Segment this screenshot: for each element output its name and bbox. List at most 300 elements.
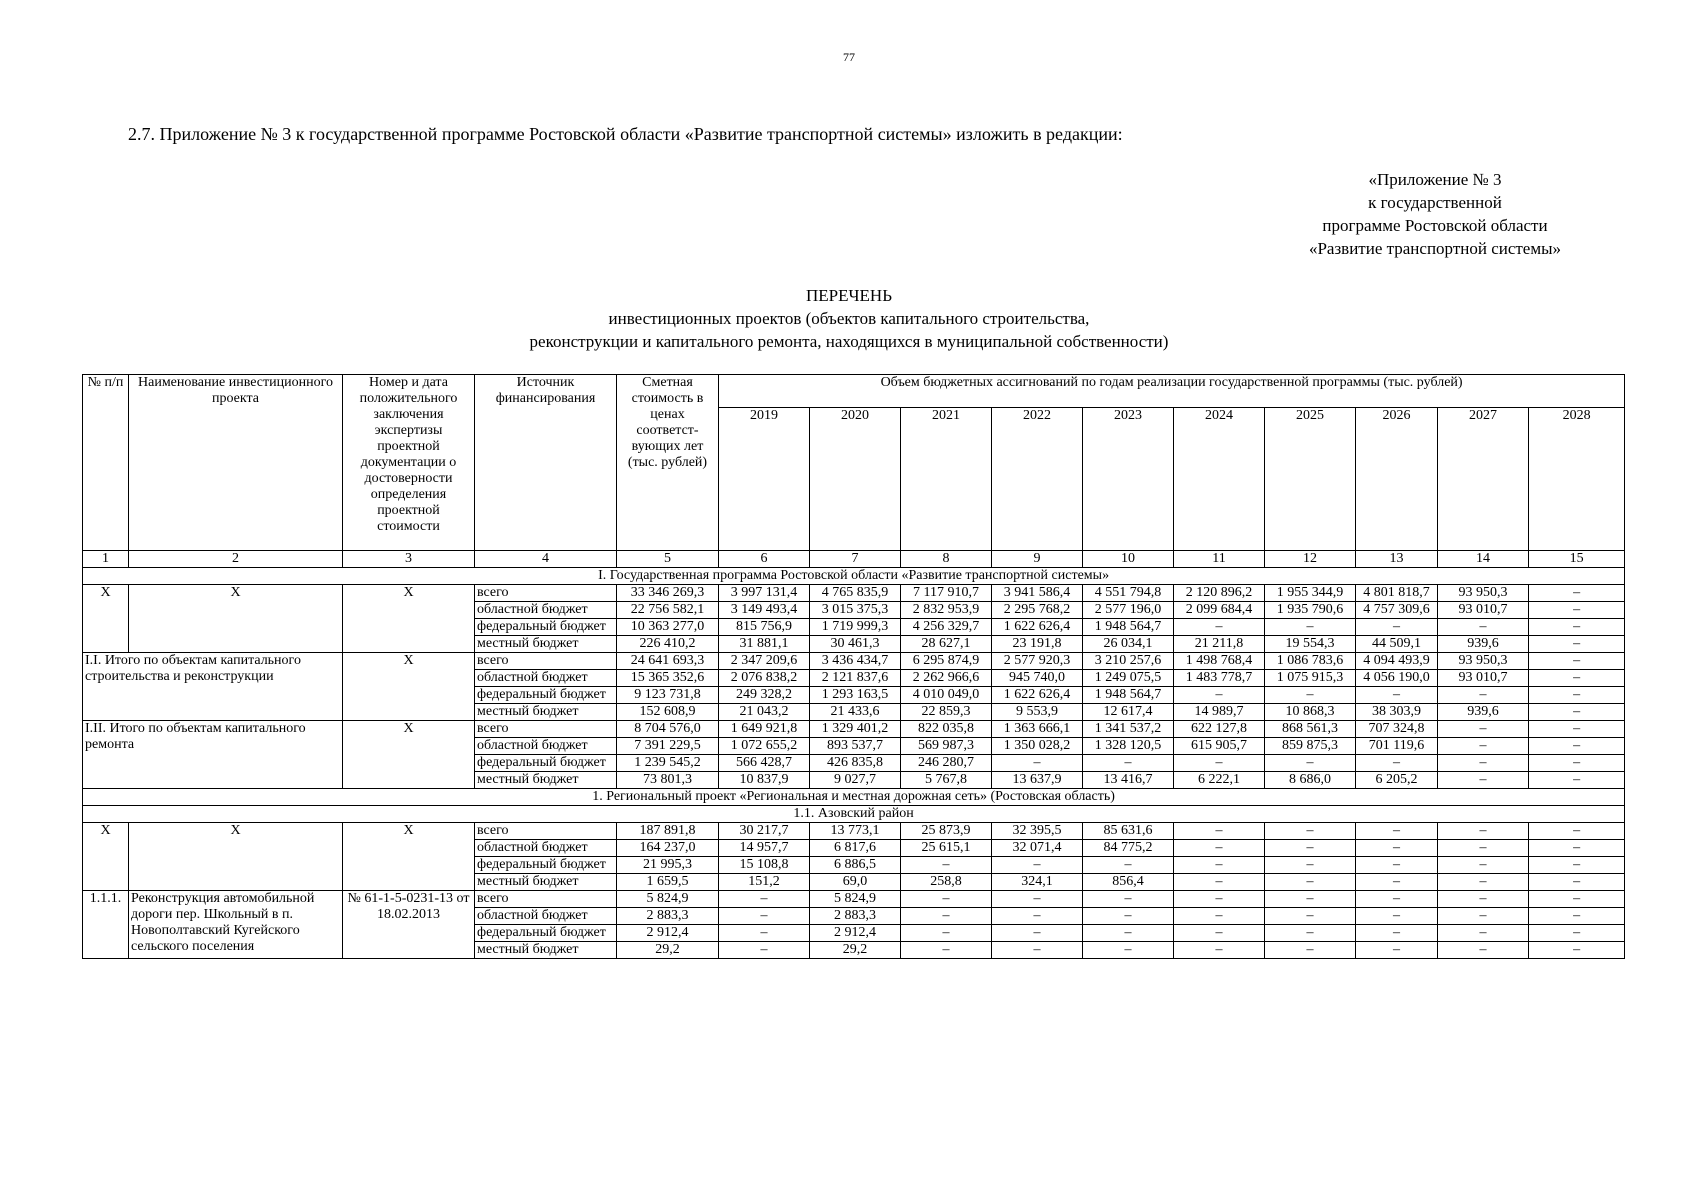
value-cell: – xyxy=(1438,772,1529,789)
value-cell: – xyxy=(1265,908,1356,925)
value-cell: 8 704 576,0 xyxy=(617,721,719,738)
header-year: 2027 xyxy=(1438,408,1529,551)
col-number: 4 xyxy=(475,551,617,568)
value-cell: – xyxy=(1174,908,1265,925)
funding-source: местный бюджет xyxy=(475,772,617,789)
value-cell: 13 773,1 xyxy=(810,823,901,840)
value-cell: 26 034,1 xyxy=(1083,636,1174,653)
funding-source: всего xyxy=(475,653,617,670)
value-cell: – xyxy=(1174,857,1265,874)
value-cell: – xyxy=(1529,942,1625,959)
value-cell: 187 891,8 xyxy=(617,823,719,840)
value-cell: – xyxy=(1083,891,1174,908)
value-cell: 69,0 xyxy=(810,874,901,891)
value-cell: 2 121 837,6 xyxy=(810,670,901,687)
value-cell: 246 280,7 xyxy=(901,755,992,772)
funding-source: федеральный бюджет xyxy=(475,619,617,636)
value-cell: 7 117 910,7 xyxy=(901,585,992,602)
row-number: Х xyxy=(83,585,129,653)
value-cell: 1 948 564,7 xyxy=(1083,619,1174,636)
header-year: 2022 xyxy=(992,408,1083,551)
value-cell: 15 365 352,6 xyxy=(617,670,719,687)
value-cell: 868 561,3 xyxy=(1265,721,1356,738)
col-number: 7 xyxy=(810,551,901,568)
value-cell: 945 740,0 xyxy=(992,670,1083,687)
value-cell: 9 553,9 xyxy=(992,704,1083,721)
title-line: реконструкции и капитального ремонта, находящихся в муниципальной собственности) xyxy=(529,332,1169,351)
row-number: Х xyxy=(83,823,129,891)
value-cell: – xyxy=(992,755,1083,772)
funding-source: местный бюджет xyxy=(475,874,617,891)
project-name: Реконструкция автомобильной дороги пер. Школьный в п. Новополтавский Кугейского сельского поселения xyxy=(129,891,343,959)
value-cell: – xyxy=(901,891,992,908)
funding-source: местный бюджет xyxy=(475,942,617,959)
value-cell: – xyxy=(1265,840,1356,857)
value-cell: 324,1 xyxy=(992,874,1083,891)
table-row xyxy=(83,823,1625,840)
value-cell: – xyxy=(992,891,1083,908)
col-number: 9 xyxy=(992,551,1083,568)
value-cell: – xyxy=(1356,840,1438,857)
value-cell: 1 329 401,2 xyxy=(810,721,901,738)
value-cell: – xyxy=(901,942,992,959)
value-cell: 29,2 xyxy=(810,942,901,959)
value-cell: 622 127,8 xyxy=(1174,721,1265,738)
value-cell: 939,6 xyxy=(1438,704,1529,721)
value-cell: 258,8 xyxy=(901,874,992,891)
value-cell: 93 950,3 xyxy=(1438,585,1529,602)
value-cell: – xyxy=(1438,874,1529,891)
value-cell: 1 622 626,4 xyxy=(992,619,1083,636)
header-volume: Объем бюджетных ассигнований по годам реализации государственной программы (тыс. рублей) xyxy=(719,375,1625,408)
value-cell: 22 756 582,1 xyxy=(617,602,719,619)
value-cell: 1 955 344,9 xyxy=(1265,585,1356,602)
value-cell: – xyxy=(1174,891,1265,908)
value-cell: – xyxy=(1174,925,1265,942)
value-cell: 21 043,2 xyxy=(719,704,810,721)
value-cell: – xyxy=(1529,636,1625,653)
value-cell: 14 957,7 xyxy=(719,840,810,857)
value-cell: – xyxy=(1529,721,1625,738)
value-cell: 22 859,3 xyxy=(901,704,992,721)
value-cell: – xyxy=(1438,721,1529,738)
value-cell: 2 577 920,3 xyxy=(992,653,1083,670)
expertise-info: Х xyxy=(343,585,475,653)
value-cell: 31 881,1 xyxy=(719,636,810,653)
value-cell: 25 615,1 xyxy=(901,840,992,857)
funding-source: областной бюджет xyxy=(475,670,617,687)
expertise-info: Х xyxy=(343,721,475,789)
project-name: Х xyxy=(129,585,343,653)
value-cell: 2 577 196,0 xyxy=(1083,602,1174,619)
value-cell: 566 428,7 xyxy=(719,755,810,772)
value-cell: 6 205,2 xyxy=(1356,772,1438,789)
value-cell: – xyxy=(1083,857,1174,874)
value-cell: 1 498 768,4 xyxy=(1174,653,1265,670)
value-cell: 3 210 257,6 xyxy=(1083,653,1174,670)
value-cell: 21 433,6 xyxy=(810,704,901,721)
value-cell: 1 328 120,5 xyxy=(1083,738,1174,755)
value-cell: 2 883,3 xyxy=(617,908,719,925)
value-cell: 1 659,5 xyxy=(617,874,719,891)
value-cell: 32 071,4 xyxy=(992,840,1083,857)
value-cell: – xyxy=(1529,619,1625,636)
value-cell: – xyxy=(1529,653,1625,670)
header-year: 2026 xyxy=(1356,408,1438,551)
value-cell: 23 191,8 xyxy=(992,636,1083,653)
col-number: 5 xyxy=(617,551,719,568)
value-cell: 2 099 684,4 xyxy=(1174,602,1265,619)
value-cell: 15 108,8 xyxy=(719,857,810,874)
appendix-line: программе Ростовской области xyxy=(1322,216,1548,235)
value-cell: 4 056 190,0 xyxy=(1356,670,1438,687)
value-cell: 85 631,6 xyxy=(1083,823,1174,840)
value-cell: 707 324,8 xyxy=(1356,721,1438,738)
value-cell: 9 027,7 xyxy=(810,772,901,789)
value-cell: 1 075 915,3 xyxy=(1265,670,1356,687)
value-cell: 13 637,9 xyxy=(992,772,1083,789)
table-row xyxy=(83,585,1625,602)
value-cell: 30 461,3 xyxy=(810,636,901,653)
value-cell: – xyxy=(1083,908,1174,925)
value-cell: 10 363 277,0 xyxy=(617,619,719,636)
value-cell: – xyxy=(1265,857,1356,874)
value-cell: – xyxy=(1529,738,1625,755)
value-cell: – xyxy=(1529,687,1625,704)
col-number: 8 xyxy=(901,551,992,568)
value-cell: 2 076 838,2 xyxy=(719,670,810,687)
value-cell: – xyxy=(992,908,1083,925)
value-cell: 28 627,1 xyxy=(901,636,992,653)
value-cell: – xyxy=(1265,619,1356,636)
value-cell: – xyxy=(1356,891,1438,908)
value-cell: 3 997 131,4 xyxy=(719,585,810,602)
value-cell: 1 086 783,6 xyxy=(1265,653,1356,670)
value-cell: – xyxy=(1083,942,1174,959)
value-cell: 9 123 731,8 xyxy=(617,687,719,704)
value-cell: – xyxy=(1438,823,1529,840)
value-cell: 3 015 375,3 xyxy=(810,602,901,619)
appendix-line: «Приложение № 3 xyxy=(1368,170,1502,189)
value-cell: – xyxy=(1174,687,1265,704)
col-number: 10 xyxy=(1083,551,1174,568)
value-cell: 164 237,0 xyxy=(617,840,719,857)
value-cell: – xyxy=(1174,942,1265,959)
value-cell: 6 817,6 xyxy=(810,840,901,857)
value-cell: – xyxy=(1174,823,1265,840)
value-cell: 426 835,8 xyxy=(810,755,901,772)
value-cell: – xyxy=(1529,891,1625,908)
value-cell: 8 686,0 xyxy=(1265,772,1356,789)
value-cell: – xyxy=(1529,670,1625,687)
section-row xyxy=(83,806,1625,823)
value-cell: 939,6 xyxy=(1438,636,1529,653)
table-row xyxy=(83,721,1625,738)
value-cell: – xyxy=(1083,925,1174,942)
value-cell: – xyxy=(1265,925,1356,942)
value-cell: 4 010 049,0 xyxy=(901,687,992,704)
value-cell: – xyxy=(1356,874,1438,891)
value-cell: 19 554,3 xyxy=(1265,636,1356,653)
value-cell: – xyxy=(1529,874,1625,891)
value-cell: 151,2 xyxy=(719,874,810,891)
value-cell: – xyxy=(1356,908,1438,925)
value-cell: – xyxy=(1265,942,1356,959)
value-cell: – xyxy=(1529,704,1625,721)
header-num: № п/п xyxy=(83,375,129,551)
value-cell: – xyxy=(1356,857,1438,874)
value-cell: – xyxy=(719,908,810,925)
col-number: 1 xyxy=(83,551,129,568)
value-cell: – xyxy=(1438,687,1529,704)
value-cell: 5 824,9 xyxy=(810,891,901,908)
value-cell: 1 948 564,7 xyxy=(1083,687,1174,704)
row-number: 1.1.1. xyxy=(83,891,129,959)
value-cell: – xyxy=(1529,772,1625,789)
value-cell: 1 622 626,4 xyxy=(992,687,1083,704)
header-year: 2028 xyxy=(1529,408,1625,551)
value-cell: – xyxy=(1356,687,1438,704)
value-cell: – xyxy=(1438,738,1529,755)
section-title: 1.1. Азовский район xyxy=(83,806,1625,823)
value-cell: 44 509,1 xyxy=(1356,636,1438,653)
value-cell: 1 363 666,1 xyxy=(992,721,1083,738)
value-cell: 701 119,6 xyxy=(1356,738,1438,755)
value-cell: – xyxy=(901,908,992,925)
value-cell: 1 249 075,5 xyxy=(1083,670,1174,687)
value-cell: 893 537,7 xyxy=(810,738,901,755)
value-cell: 4 765 835,9 xyxy=(810,585,901,602)
value-cell: 1 935 790,6 xyxy=(1265,602,1356,619)
col-number: 13 xyxy=(1356,551,1438,568)
funding-source: всего xyxy=(475,585,617,602)
appendix-line: к государственной xyxy=(1368,193,1502,212)
funding-source: всего xyxy=(475,891,617,908)
value-cell: 1 719 999,3 xyxy=(810,619,901,636)
value-cell: – xyxy=(992,857,1083,874)
header-year: 2019 xyxy=(719,408,810,551)
value-cell: – xyxy=(719,942,810,959)
header-source: Источник финансирования xyxy=(475,375,617,551)
value-cell: 569 987,3 xyxy=(901,738,992,755)
value-cell: 3 436 434,7 xyxy=(810,653,901,670)
value-cell: 2 832 953,9 xyxy=(901,602,992,619)
value-cell: 73 801,3 xyxy=(617,772,719,789)
funding-source: областной бюджет xyxy=(475,602,617,619)
value-cell: 1 239 545,2 xyxy=(617,755,719,772)
col-number: 14 xyxy=(1438,551,1529,568)
value-cell: 93 010,7 xyxy=(1438,602,1529,619)
value-cell: – xyxy=(1356,925,1438,942)
value-cell: – xyxy=(1174,840,1265,857)
value-cell: 21 995,3 xyxy=(617,857,719,874)
value-cell: – xyxy=(1529,925,1625,942)
value-cell: 152 608,9 xyxy=(617,704,719,721)
funding-source: всего xyxy=(475,823,617,840)
value-cell: 6 295 874,9 xyxy=(901,653,992,670)
funding-source: федеральный бюджет xyxy=(475,687,617,704)
value-cell: 4 256 329,7 xyxy=(901,619,992,636)
value-cell: 226 410,2 xyxy=(617,636,719,653)
value-cell: – xyxy=(1529,755,1625,772)
value-cell: 3 149 493,4 xyxy=(719,602,810,619)
header-year: 2024 xyxy=(1174,408,1265,551)
col-number: 11 xyxy=(1174,551,1265,568)
value-cell: – xyxy=(1083,755,1174,772)
investment-projects-table xyxy=(82,374,1625,959)
header-row xyxy=(83,375,1625,408)
page-number: 77 xyxy=(843,50,855,64)
value-cell: 815 756,9 xyxy=(719,619,810,636)
value-cell: – xyxy=(901,857,992,874)
value-cell: 10 868,3 xyxy=(1265,704,1356,721)
funding-source: федеральный бюджет xyxy=(475,857,617,874)
value-cell: 93 950,3 xyxy=(1438,653,1529,670)
section-title: I. Государственная программа Ростовской области «Развитие транспортной системы» xyxy=(83,568,1625,585)
group-title: I.II. Итого по объектам капитального ремонта xyxy=(83,721,343,789)
value-cell: – xyxy=(719,925,810,942)
appendix-line: «Развитие транспортной системы» xyxy=(1308,239,1562,258)
header-year: 2023 xyxy=(1083,408,1174,551)
table-row xyxy=(83,891,1625,908)
value-cell: 4 094 493,9 xyxy=(1356,653,1438,670)
value-cell: 856,4 xyxy=(1083,874,1174,891)
document-title xyxy=(0,284,1698,353)
funding-source: местный бюджет xyxy=(475,636,617,653)
value-cell: 615 905,7 xyxy=(1174,738,1265,755)
section-row xyxy=(83,789,1625,806)
col-number: 12 xyxy=(1265,551,1356,568)
value-cell: – xyxy=(1174,619,1265,636)
header-year: 2020 xyxy=(810,408,901,551)
value-cell: 2 347 209,6 xyxy=(719,653,810,670)
funding-source: областной бюджет xyxy=(475,738,617,755)
column-numbers-row xyxy=(83,551,1625,568)
value-cell: 1 483 778,7 xyxy=(1174,670,1265,687)
value-cell: 1 341 537,2 xyxy=(1083,721,1174,738)
col-number: 15 xyxy=(1529,551,1625,568)
value-cell: – xyxy=(992,925,1083,942)
value-cell: – xyxy=(1265,891,1356,908)
expertise-info: № 61-1-5-0231-13 от 18.02.2013 xyxy=(343,891,475,959)
col-number: 6 xyxy=(719,551,810,568)
value-cell: 2 262 966,6 xyxy=(901,670,992,687)
value-cell: – xyxy=(719,891,810,908)
value-cell: – xyxy=(1529,823,1625,840)
appendix-block xyxy=(1270,168,1600,260)
value-cell: – xyxy=(1529,602,1625,619)
value-cell: 2 912,4 xyxy=(617,925,719,942)
value-cell: 822 035,8 xyxy=(901,721,992,738)
value-cell: 2 295 768,2 xyxy=(992,602,1083,619)
value-cell: 4 801 818,7 xyxy=(1356,585,1438,602)
title-line: ПЕРЕЧЕНЬ xyxy=(806,286,892,305)
value-cell: – xyxy=(1265,874,1356,891)
value-cell: 10 837,9 xyxy=(719,772,810,789)
value-cell: – xyxy=(1529,908,1625,925)
value-cell: 33 346 269,3 xyxy=(617,585,719,602)
value-cell: 3 941 586,4 xyxy=(992,585,1083,602)
value-cell: 6 886,5 xyxy=(810,857,901,874)
value-cell: – xyxy=(1356,619,1438,636)
value-cell: 32 395,5 xyxy=(992,823,1083,840)
col-number: 3 xyxy=(343,551,475,568)
value-cell: – xyxy=(1438,925,1529,942)
value-cell: – xyxy=(1356,823,1438,840)
value-cell: 2 883,3 xyxy=(810,908,901,925)
value-cell: 4 551 794,8 xyxy=(1083,585,1174,602)
header-year: 2025 xyxy=(1265,408,1356,551)
funding-source: областной бюджет xyxy=(475,908,617,925)
value-cell: 2 120 896,2 xyxy=(1174,585,1265,602)
value-cell: – xyxy=(1438,619,1529,636)
value-cell: 5 824,9 xyxy=(617,891,719,908)
project-name: Х xyxy=(129,823,343,891)
funding-source: всего xyxy=(475,721,617,738)
value-cell: – xyxy=(1356,755,1438,772)
value-cell: 21 211,8 xyxy=(1174,636,1265,653)
value-cell: 38 303,9 xyxy=(1356,704,1438,721)
value-cell: 1 072 655,2 xyxy=(719,738,810,755)
value-cell: – xyxy=(1438,908,1529,925)
value-cell: – xyxy=(1174,874,1265,891)
value-cell: – xyxy=(1438,891,1529,908)
value-cell: 25 873,9 xyxy=(901,823,992,840)
value-cell: – xyxy=(1265,687,1356,704)
value-cell: 14 989,7 xyxy=(1174,704,1265,721)
value-cell: 29,2 xyxy=(617,942,719,959)
title-line: инвестиционных проектов (объектов капитального строительства, xyxy=(608,309,1090,328)
table-row xyxy=(83,653,1625,670)
intro-text: 2.7. Приложение № 3 к государственной программе Ростовской области «Развитие транспортной системы» изложить в редакции: xyxy=(128,124,1123,144)
value-cell: 30 217,7 xyxy=(719,823,810,840)
funding-source: областной бюджет xyxy=(475,840,617,857)
section-title: 1. Региональный проект «Региональная и местная дорожная сеть» (Ростовская область) xyxy=(83,789,1625,806)
value-cell: – xyxy=(901,925,992,942)
value-cell: 1 293 163,5 xyxy=(810,687,901,704)
expertise-info: Х xyxy=(343,823,475,891)
value-cell: 6 222,1 xyxy=(1174,772,1265,789)
value-cell: – xyxy=(1438,840,1529,857)
value-cell: 249 328,2 xyxy=(719,687,810,704)
funding-source: местный бюджет xyxy=(475,704,617,721)
header-cost: Сметная стоимость в ценах соответст-вующих лет (тыс. рублей) xyxy=(617,375,719,551)
value-cell: 2 912,4 xyxy=(810,925,901,942)
funding-source: федеральный бюджет xyxy=(475,755,617,772)
header-expertise: Номер и дата положительного заключения экспертизы проектной документации о достоверности определения проектной стоимости xyxy=(343,375,475,551)
value-cell: 12 617,4 xyxy=(1083,704,1174,721)
value-cell: 24 641 693,3 xyxy=(617,653,719,670)
value-cell: – xyxy=(1438,755,1529,772)
table-body xyxy=(83,568,1625,959)
value-cell: 5 767,8 xyxy=(901,772,992,789)
value-cell: – xyxy=(1265,823,1356,840)
header-name: Наименование инвестиционного проекта xyxy=(129,375,343,551)
header-year: 2021 xyxy=(901,408,992,551)
value-cell: 1 649 921,8 xyxy=(719,721,810,738)
value-cell: 93 010,7 xyxy=(1438,670,1529,687)
value-cell: 859 875,3 xyxy=(1265,738,1356,755)
value-cell: – xyxy=(1438,942,1529,959)
value-cell: – xyxy=(1356,942,1438,959)
value-cell: – xyxy=(1529,857,1625,874)
value-cell: 4 757 309,6 xyxy=(1356,602,1438,619)
group-title: I.I. Итого по объектам капитального строительства и реконструкции xyxy=(83,653,343,721)
value-cell: – xyxy=(1529,840,1625,857)
value-cell: – xyxy=(1265,755,1356,772)
funding-source: федеральный бюджет xyxy=(475,925,617,942)
section-row xyxy=(83,568,1625,585)
